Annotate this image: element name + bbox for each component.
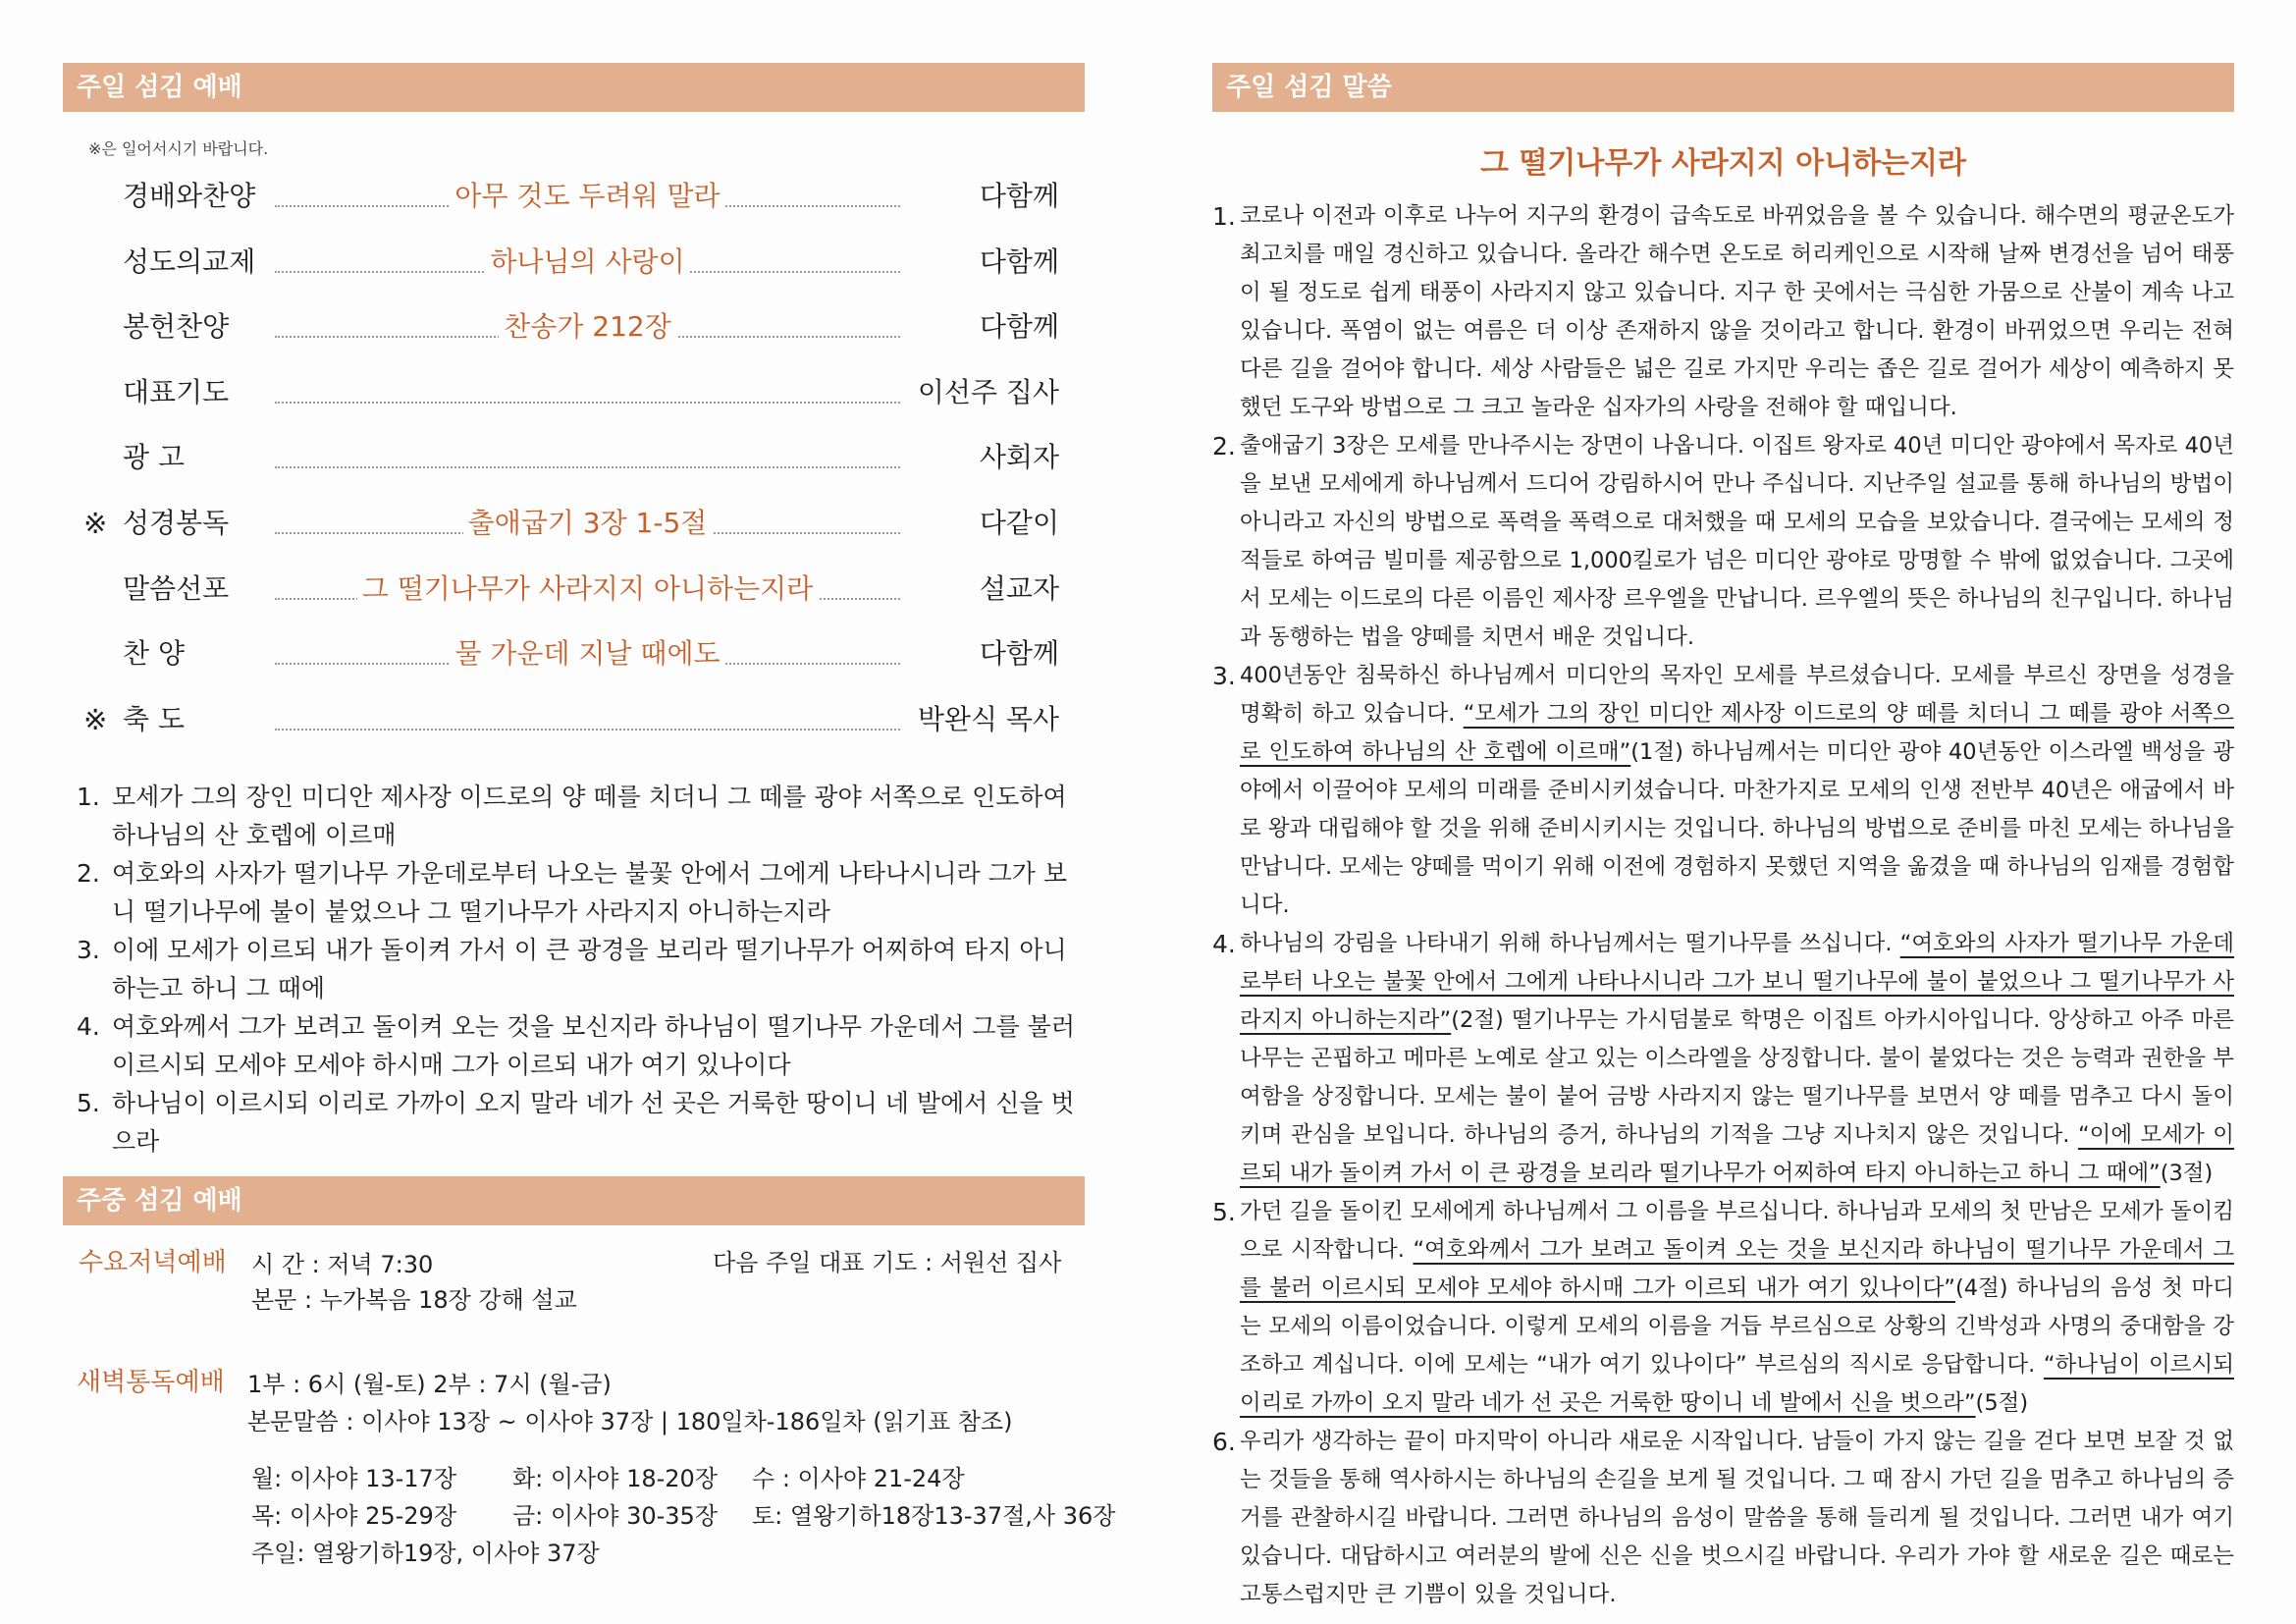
service-content: 그 떨기나무가 사라지지 아니하는지라 — [357, 572, 818, 605]
verse-text: 여호와의 사자가 떨기나무 가운데로부터 나오는 불꽃 안에서 그에게 나타나시니라 그가 보니 떨기나무에 불이 붙었으나 그 떨기나무가 사라지지 아니하는지라 — [112, 859, 1068, 927]
service-content: 아무 것도 두려워 말라 — [450, 180, 724, 212]
service-content: 찬송가 212장 — [499, 310, 676, 343]
service-row — [63, 696, 1085, 762]
standing-mark: ※ — [83, 702, 108, 736]
schedule-item: 화: 이사야 18-20장 — [512, 1465, 719, 1493]
service-row — [63, 369, 1085, 435]
service-leader: 다함께 — [979, 180, 1059, 212]
paragraph-text: 하나님의 강림을 나타내기 위해 하나님께서는 떨기나무를 쓰십니다. — [1240, 931, 1900, 956]
sermon-paragraph — [1212, 427, 2234, 657]
service-label: 경배와찬양 — [123, 180, 256, 212]
service-content: 하나님의 사랑이 — [485, 245, 689, 278]
service-leader: 설교자 — [979, 571, 1059, 605]
leader-dots — [275, 466, 900, 468]
scripture-quote: “여호와께서 그가 보려고 돌이켜 오는 것을 보신지라 하나님이 떨기나무 가운데서 그를 불러 이르시되 모세야 모세야 하시매 그가 이르되 내가 여기 있나이다” — [1240, 1237, 2235, 1301]
schedule-item: 주일: 열왕기하19장, 이사야 37장 — [251, 1540, 600, 1568]
service-content: 물 가운데 지날 때에도 — [450, 637, 724, 670]
service-row — [63, 630, 1085, 696]
dawn-text: 본문말씀 : 이사야 13장 ~ 이사야 37장 | 180일차-186일차 (읽기표 참조) — [247, 1408, 1013, 1436]
wednesday-label: 수요저녁예배 — [79, 1248, 227, 1278]
verse-text: 이에 모세가 이르되 내가 돌이켜 가서 이 큰 광경을 보리라 떨기나무가 어찌하여 타지 아니하는고 하니 그 때에 — [112, 936, 1067, 1003]
paragraph-text: (3절) — [2160, 1161, 2214, 1186]
standing-mark: ※ — [83, 506, 108, 540]
paragraph-text: 코로나 이전과 이후로 나누어 지구의 환경이 급속도로 바뀌었음을 볼 수 있습니다. 해수면의 평균온도가 최고치를 매일 경신하고 있습니다. 올라간 해수면 온도로 허리케인으로 시작해 날짜 변경선을 넘어 태풍이 될 정도로 쉽게 태풍이 사라지지 않고 있습니다. 지구 한 곳에서는 극심한 가뭄으로 산불이 계속 나고 있습니다. 폭염이 없는 여름은 더 이상 존재하지 않을 것이라고 합니다. 환경이 바뀌었으면 우리는 전혀 다른 길을 걸어야 합니다. 세상 사람들은 넓은 길로 가지만 우리는 좁은 길로 걸어가 세상이 예측하지 못했던 도구와 방법으로 그 크고 놀라운 십자가의 사랑을 전해야 할 때입니다. — [1240, 203, 2234, 420]
service-leader: 사회자 — [979, 441, 1059, 474]
service-row — [63, 434, 1085, 500]
service-leader: 다함께 — [979, 637, 1059, 671]
paragraph-text: 400년동안 침묵하신 하나님께서 미디안의 목자인 모세를 부르셨습니다. 모세를 부르신 장면을 성경을 명확히 하고 있습니다. — [1240, 663, 2234, 727]
paragraph-number: 3. — [1212, 662, 1236, 690]
schedule-item: 금: 이사야 30-35장 — [512, 1502, 719, 1531]
dawn-times: 1부 : 6시 (월-토) 2부 : 7시 (월-금) — [247, 1371, 612, 1399]
paragraph-text: (2절) 떨기나무는 가시덤불로 학명은 이집트 아카시아입니다. 앙상하고 아주 마른 나무는 곤핍하고 메마른 노예로 살고 있는 이스라엘을 상징합니다. 불이 붙었다는 것은 능력과 권한을 부여함을 상징합니다. 모세는 불이 붙어 금방 사라지지 않는 떨기나무를 보면서 양 떼를 멈추고 다시 돌이키며 관심을 보입니다. 하나님의 증거, 하나님의 기적을 그냥 지나치지 않은 것입니다. — [1240, 1007, 2235, 1148]
wednesday-time: 시 간 : 저녁 7:30 — [251, 1251, 434, 1279]
verse-number: 1. — [77, 783, 100, 812]
weekday-schedule — [63, 1235, 1116, 1624]
verse-item — [77, 1084, 1085, 1161]
paragraph-number: 5. — [1212, 1198, 1236, 1226]
sermon-paragraph — [1212, 925, 2234, 1193]
order-of-service — [63, 173, 1085, 761]
service-label: 성도의교제 — [123, 244, 256, 278]
service-content: 출애굽기 3장 1-5절 — [463, 507, 713, 539]
wednesday-text: 본문 : 누가복음 18장 강해 설교 — [251, 1286, 577, 1315]
verse-item — [77, 854, 1085, 931]
schedule-item: 목: 이사야 25-29장 — [251, 1502, 457, 1531]
sermon-title: 그 떨기나무가 사라지지 아니하는지라 — [1479, 146, 1966, 181]
verse-text: 모세가 그의 장인 미디안 제사장 이드로의 양 떼를 치더니 그 떼를 광야 서쪽으로 인도하여 하나님의 산 호렙에 이르매 — [112, 783, 1067, 850]
scripture-quote: “모세가 그의 장인 미디안 제사장 이드로의 양 떼를 치더니 그 떼를 광야 서쪽으로 인도하여 하나님의 산 호렙에 이르매” — [1240, 701, 2234, 765]
schedule-item: 수 : 이사야 21-24장 — [752, 1465, 965, 1493]
service-label: 봉헌찬양 — [123, 310, 230, 344]
paragraph-text: (4절) 하나님의 음성 첫 마디는 모세의 이름이었습니다. 이렇게 모세의 이름을 거듭 부르심으로 상황의 긴박성과 사명의 중대함을 강조하고 계십니다. 이에 모세는 “내가 여기 있나이다” 부르심의 직시로 응답합니다. — [1240, 1275, 2234, 1378]
verse-text: 여호와께서 그가 보려고 돌이켜 오는 것을 보신지라 하나님이 떨기나무 가운데서 그를 불러 이르시되 모세야 모세야 하시매 그가 이르되 내가 여기 있나이다 — [112, 1012, 1075, 1080]
scripture-quote: “하나님이 이르시되 이리로 가까이 오지 말라 네가 선 곳은 거룩한 땅이니 네 발에서 신을 벗으라” — [1240, 1352, 2234, 1416]
section-header-weekday-worship: 주중 섬김 예배 — [63, 1176, 1085, 1225]
service-leader: 다함께 — [979, 310, 1059, 344]
dawn-label: 새벽통독예배 — [77, 1368, 225, 1398]
right-column — [1212, 63, 2234, 1614]
service-row — [63, 239, 1085, 304]
scripture-quote: “이에 모세가 이르되 내가 돌이켜 가서 이 큰 광경을 보리라 떨기나무가 어찌하여 타지 아니하는고 하니 그 때에” — [1240, 1122, 2235, 1186]
sermon-paragraph — [1212, 1423, 2234, 1614]
verse-number: 4. — [77, 1012, 100, 1042]
paragraph-text: 가던 길을 돌이킨 모세에게 하나님께서 그 이름을 부르십니다. 하나님과 모세의 첫 만남은 모세가 돌이킴으로 시작합니다. — [1240, 1199, 2235, 1263]
paragraph-text: (5절) — [1975, 1390, 2029, 1416]
standing-note: ※은 일어서시기 바랍니다. — [88, 139, 269, 158]
section-header-sermon: 주일 섬김 말씀 — [1212, 63, 2234, 112]
sermon-paragraph — [1212, 197, 2234, 427]
left-column — [63, 63, 1116, 1624]
sermon-paragraph — [1212, 657, 2234, 925]
paragraph-number: 2. — [1212, 432, 1236, 460]
service-label: 대표기도 — [123, 375, 230, 408]
sermon-paragraph — [1212, 1193, 2234, 1423]
paragraph-text: 우리가 생각하는 끝이 마지막이 아니라 새로운 시작입니다. 남들이 가지 않는 길을 걷다 보면 보잘 것 없는 것들을 통해 역사하시는 하나님의 손길을 보게 될 것입니다. 그 때 잠시 가던 길을 멈추고 하나님의 증거를 관찰하시길 바랍니다. 그러면 하나님의 음성이 말씀을 통해 들리게 될 것입니다. 그러면 내가 여기 있습니다. 대답하시고 여러분의 발에 신은 신을 벗으시길 바랍니다. 우리가 가야 할 새로운 길은 때로는 고통스럽지만 큰 기쁨이 있을 것입니다. — [1240, 1429, 2234, 1607]
verse-item — [77, 1007, 1085, 1084]
service-row — [63, 500, 1085, 566]
paragraph-number: 1. — [1212, 202, 1236, 231]
paragraph-text: 출애굽기 3장은 모세를 만나주시는 장면이 나옵니다. 이집트 왕자로 40년 미디안 광야에서 목자로 40년을 보낸 모세에게 하나님께서 드디어 강림하시어 만나 주십니다. 지난주일 설교를 통해 하나님의 방법이 아니라고 자신의 방법으로 폭력을 폭력으로 대처했을 때 모세의 모습을 보았습니다. 결국에는 모세의 정적들로 하여금 빌미를 제공함으로 1,000킬로가 넘은 미디안 광야로 망명할 수 밖에 없었습니다. 그곳에서 모세는 이드로의 다른 이름인 제사장 르우엘을 만납니다. 르우엘의 뜻은 하나님의 친구입니다. 하나님과 동행하는 법을 양떼를 치면서 배운 것입니다. — [1240, 433, 2235, 650]
schedule-item: 토: 열왕기하18장13-37절,사 36장 — [752, 1502, 1116, 1531]
service-label: 광 고 — [123, 441, 185, 474]
verse-number: 5. — [77, 1089, 100, 1118]
next-prayer: 다음 주일 대표 기도 : 서원선 집사 — [713, 1249, 1062, 1277]
schedule-item: 월: 이사야 13-17장 — [251, 1465, 457, 1493]
paragraph-text: (1절) 하나님께서는 미디안 광야 40년동안 이스라엘 백성을 광야에서 이끌어야 모세의 미래를 준비시키셨습니다. 마찬가지로 모세의 인생 전반부 40년은 애굽에서 바로 왕과 대립해야 할 것을 위해 준비시키시는 것입니다. 하나님의 방법으로 준비를 마친 모세는 하나님을 만납니다. 모세는 양떼를 먹이기 위해 이전에 경험하지 못했던 지역을 옮겼을 때 하나님의 임재를 경험합니다. — [1240, 739, 2235, 918]
scripture-quote: “여호와의 사자가 떨기나무 가운데로부터 나오는 불꽃 안에서 그에게 나타나시니라 그가 보니 떨기나무에 불이 붙었으나 그 떨기나무가 사라지지 아니하는지라” — [1240, 931, 2234, 1033]
service-leader: 박완식 목사 — [917, 702, 1059, 735]
verse-item — [77, 778, 1085, 854]
verse-text: 하나님이 이르시되 이리로 가까이 오지 말라 네가 선 곳은 거룩한 땅이니 네 발에서 신을 벗으라 — [112, 1089, 1075, 1157]
verse-number: 2. — [77, 859, 100, 889]
service-leader: 이선주 집사 — [917, 375, 1059, 408]
verse-item — [77, 931, 1085, 1007]
service-label: 성경봉독 — [123, 506, 230, 539]
leader-dots — [275, 729, 900, 731]
leader-dots — [275, 402, 900, 404]
service-row — [63, 566, 1085, 631]
verse-number: 3. — [77, 936, 100, 965]
service-label: 축 도 — [123, 702, 185, 735]
service-row — [63, 303, 1085, 369]
service-leader: 다함께 — [979, 244, 1059, 278]
service-row — [63, 173, 1085, 239]
paragraph-number: 6. — [1212, 1428, 1236, 1456]
paragraph-number: 4. — [1212, 930, 1236, 958]
service-label: 말씀선포 — [123, 571, 230, 605]
section-header-sunday-worship: 주일 섬김 예배 — [63, 63, 1085, 112]
sermon-paragraphs — [1212, 197, 2234, 1614]
service-leader: 다같이 — [979, 506, 1059, 539]
service-label: 찬 양 — [123, 637, 185, 671]
scripture-verses — [77, 778, 1085, 1161]
